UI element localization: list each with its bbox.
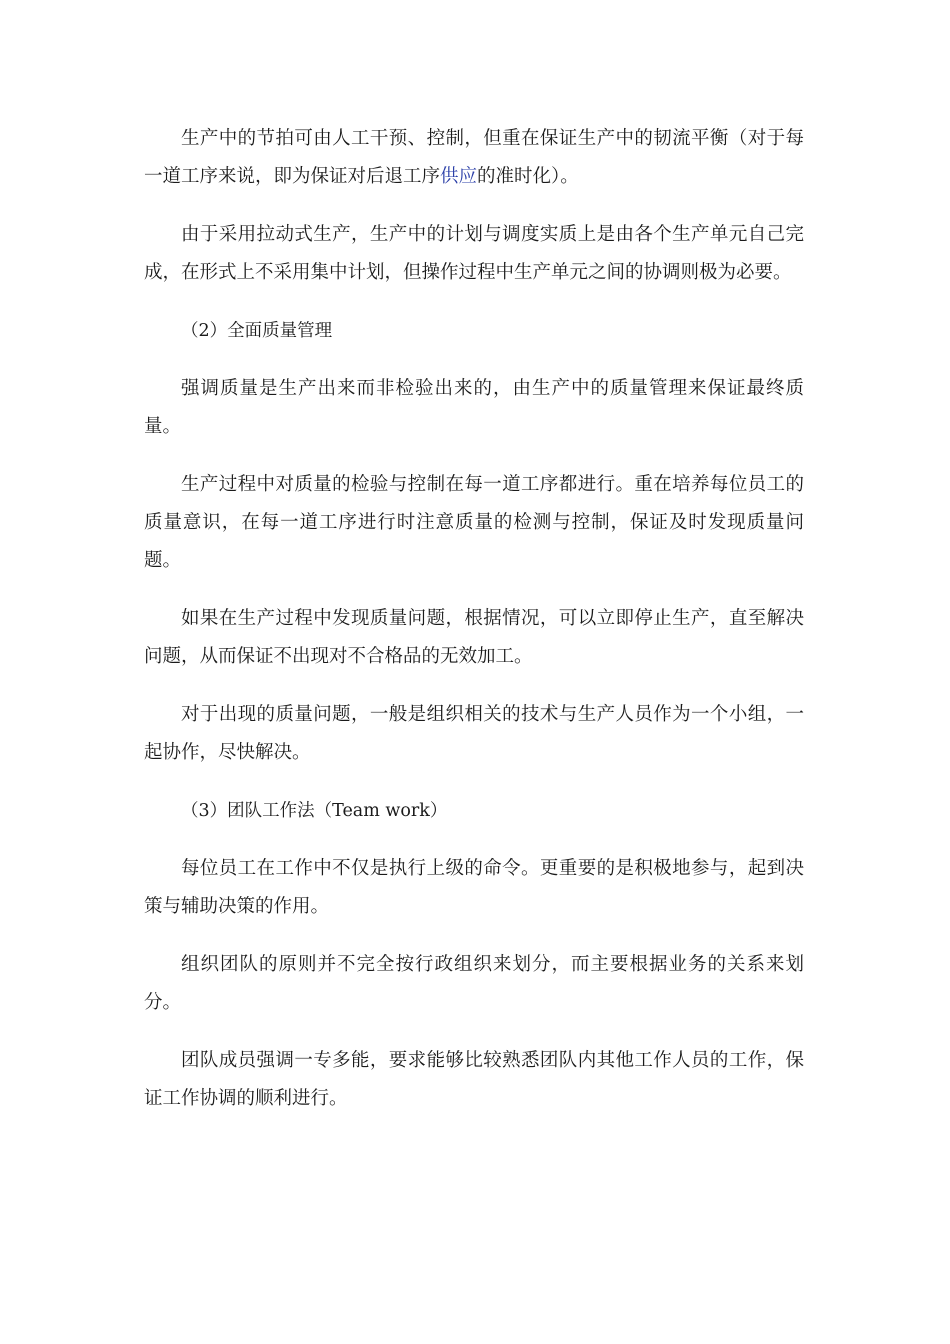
paragraph-text: 生产中的节拍可由人工干预、控制，但重在保证生产中的韧流平衡（对于每一道工序来说，即为保证对后退工序: [144, 128, 804, 187]
paragraph-quality-team: 对于出现的质量问题，一般是组织相关的技术与生产人员作为一个小组，一起协作，尽快解决。: [144, 704, 804, 763]
document-body: [144, 120, 804, 1138]
section-heading-quality: （2）全面质量管理: [181, 321, 333, 341]
paragraph-stop-production: 如果在生产过程中发现质量问题，根据情况，可以立即停止生产，直至解决问题，从而保证不出现对不合格品的无效加工。: [144, 608, 804, 667]
supply-link[interactable]: 供应: [440, 166, 478, 187]
paragraph-team-principle: 组织团队的原则并不完全按行政组织来划分，而主要根据业务的关系来划分。: [144, 954, 804, 1013]
paragraph-employee-participation: 每位员工在工作中不仅是执行上级的命令。更重要的是积极地参与，起到决策与辅助决策的作用。: [144, 858, 804, 917]
paragraph-multi-skill: 团队成员强调一专多能，要求能够比较熟悉团队内其他工作人员的工作，保证工作协调的顺利进行。: [144, 1050, 804, 1109]
paragraph-pull-production: 由于采用拉动式生产，生产中的计划与调度实质上是由各个生产单元自己完成，在形式上不采用集中计划，但操作过程中生产单元之间的协调则极为必要。: [144, 224, 804, 283]
paragraph-beat-control: [144, 120, 804, 196]
section-heading-teamwork: （3）团队工作法（Team work）: [181, 801, 448, 821]
paragraph-quality-produced: 强调质量是生产出来而非检验出来的，由生产中的质量管理来保证最终质量。: [144, 378, 804, 437]
paragraph-quality-inspection: 生产过程中对质量的检验与控制在每一道工序都进行。重在培养每位员工的质量意识，在每一道工序进行时注意质量的检测与控制，保证及时发现质量问题。: [144, 474, 804, 571]
paragraph-text: 的准时化）。: [477, 166, 579, 187]
